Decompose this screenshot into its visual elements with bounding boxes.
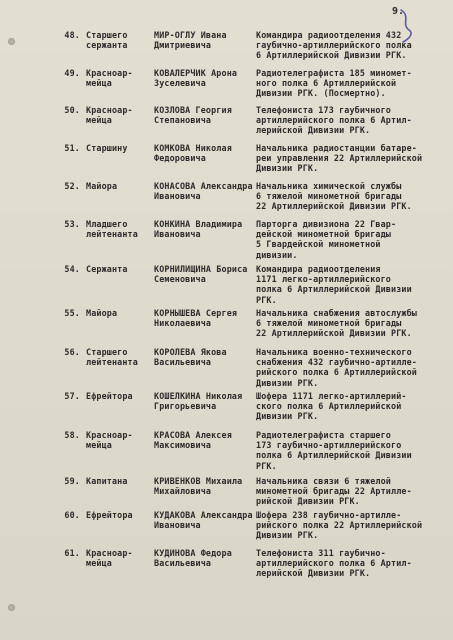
entry-name: КОШЕЛКИНА Николая Григорьевича (154, 391, 243, 412)
entry-rank: Капитана (86, 476, 128, 486)
entry-name: КОНКИНА Владимира Ивановича (154, 219, 243, 240)
entry-rank: Старшего лейтенанта (86, 347, 138, 368)
entry-number: 49 . (58, 68, 80, 78)
entry-rank: Старшего сержанта (86, 30, 128, 51)
entry-name: КОВАЛЕРЧИК Арона Зуселевича (154, 68, 238, 89)
entry-rank: Старшину (86, 143, 128, 153)
entry-position: Начальника радиостанции батаре- реи управления 22 Артиллерийской Дивизии РГК. (256, 143, 423, 174)
entry-position: Шофера 238 гаубично-артилле- рийского полка 22 Артиллерийской Дивизии РГК. (256, 510, 423, 541)
entry-number: 58 . (58, 430, 80, 440)
entry-rank: Майора (86, 308, 118, 318)
entry-rank: Красноар- мейца (86, 430, 133, 451)
entry-rank: Красноар- мейца (86, 548, 133, 569)
entry-name: КОЗЛОВА Георгия Степановича (154, 105, 232, 126)
entry-name: КОРОЛЕВА Якова Васильевича (154, 347, 227, 368)
entry-number: 61 . (58, 548, 80, 558)
entry-rank: Ефрейтора (86, 391, 133, 401)
entry-position: Телефониста 173 гаубичного артиллерийского полка 6 Артил- лерийской Дивизии РГК. (256, 105, 412, 136)
entry-name: КУДИНОВА Федора Васильевича (154, 548, 232, 569)
entry-position: Шофера 1171 легко-артиллерий- ского полка 6 Артиллерийской Дивизии РГК. (256, 391, 407, 422)
entry-number: 59 . (58, 476, 80, 486)
entry-number: 52 . (58, 181, 80, 191)
entry-name: КОНАСОВА Александра Ивановича (154, 181, 253, 202)
entry-rank: Сержанта (86, 264, 128, 274)
entry-number: 54 . (58, 264, 80, 274)
entry-number: 60 . (58, 510, 80, 520)
entry-rank: Красноар- мейца (86, 68, 133, 89)
entry-number: 53 . (58, 219, 80, 229)
entry-position: Начальника военно-технического снабжения 432 гаубично-артилле- рийского полка 6 Артиллерийской Дивизии РГК. (256, 347, 417, 388)
entry-name: КОМКОВА Николая Федоровича (154, 143, 232, 164)
entry-rank: Майора (86, 181, 118, 191)
entry-rank: Красноар- мейца (86, 105, 133, 126)
entry-rank: Ефрейтора (86, 510, 133, 520)
entry-position: Командира радиоотделения 1171 легко-артиллерийского полка 6 Артиллерийской Дивизии РГК. (256, 264, 412, 305)
entry-number: 56 . (58, 347, 80, 357)
entry-position: Начальника снабжения автослужбы 6 тяжелой минометной бригады 22 Артиллерийской Дивизии РГК. (256, 308, 417, 339)
entry-name: КРИВЕНКОВ Михаила Михайловича (154, 476, 243, 497)
entry-position: Начальника химической службы 6 тяжелой минометной бригады 22 Артиллерийской Дивизии РГК. (256, 181, 412, 212)
entry-name: МИР-ОГЛУ Ивана Дмитриевича (154, 30, 227, 51)
entry-position: Телефониста 311 гаубично- артиллерийского полка 6 Артил- лерийской Дивизии РГК. (256, 548, 412, 579)
binder-hole (8, 38, 15, 45)
entry-rank: Младшего лейтенанта (86, 219, 138, 240)
binder-hole (8, 604, 15, 611)
entry-position: Радиотелеграфиста старшего 173 гаубично-артиллерийского полка 6 Артиллерийской Дивизии РГК. (256, 430, 412, 471)
entry-number: 51 . (58, 143, 80, 153)
page-number: 9. (392, 6, 405, 17)
entry-name: КРАСОВА Алексея Максимовича (154, 430, 232, 451)
entry-number: 50 . (58, 105, 80, 115)
entry-position: Радиотелеграфиста 185 миномет- ного полка 6 Артиллерийской Дивизии РГК. (Посмертно). (256, 68, 412, 99)
entry-position: Командира радиоотделения 432 гаубично-артиллерийского полка 6 Артиллерийской Дивизии РГК. (256, 30, 412, 61)
entry-name: КУДАКОВА Александра Ивановича (154, 510, 253, 531)
entry-number: 48 . (58, 30, 80, 40)
entry-name: КОРНИЛИЩИНА Бориса Семеновича (154, 264, 248, 285)
entry-name: КОРНЫШЕВА Сергея Николаевича (154, 308, 238, 329)
entry-number: 57 . (58, 391, 80, 401)
entry-position: Начальника связи 6 тяжелой минометной бригады 22 Артилле- рийской Дивизии РГК. (256, 476, 412, 507)
entry-number: 55 . (58, 308, 80, 318)
entry-position: Парторга дивизиона 22 Гвар- дейской минометной бригады 5 Гвардейской минометной дивизии. (256, 219, 397, 260)
